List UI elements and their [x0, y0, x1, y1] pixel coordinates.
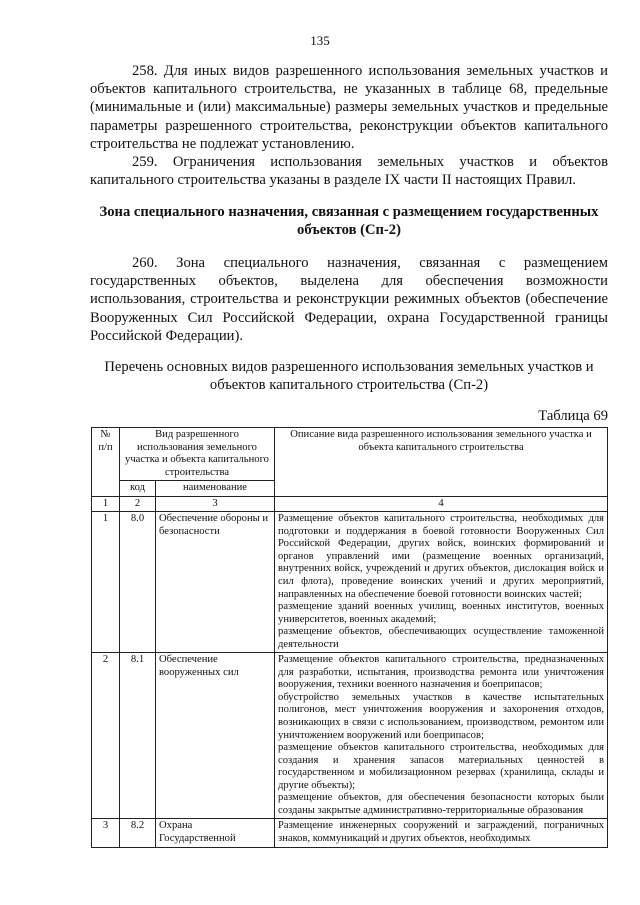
- column-number: 4: [275, 496, 608, 512]
- description-line: размещение объектов капитального строительства, необходимых для создания и хранения запасов материальных ценностей в государственном и мобилизационном резервах (хранилища, склады и другие объекты);: [278, 742, 604, 791]
- row-description: [275, 819, 608, 847]
- intro-text: [90, 62, 608, 189]
- row-description: [275, 512, 608, 653]
- description-line: размещение зданий военных училищ, военных институтов, военных университетов, военных академий;: [278, 601, 604, 625]
- description-line: размещение объектов, обеспечивающих осуществление таможенной деятельности: [278, 626, 604, 650]
- header-desc: Описание вида разрешенного использования земельного участка и объекта капитального строительства: [275, 428, 608, 497]
- description-line: обустройство земельных участков в качестве испытательных полигонов, мест уничтожения вооружения и захоронения отходов, возникающих в связи с использованием, производством, ремонтом или уничтожением вооружений или боеприпасов;: [278, 691, 604, 741]
- zone-description: [90, 254, 608, 345]
- table-row: [92, 653, 608, 819]
- paragraph-258: 258. Для иных видов разрешенного использования земельных участков и объектов капитального строительства, не указанных в таблице 68, предельные (минимальные и (или) максимальные) размеры земельных участков и предельные параметры разрешенного строительства, реконструкции объектов капитального строительства не подлежат установлению.: [90, 63, 608, 152]
- table-caption: Таблица 69: [538, 408, 608, 424]
- header-name: наименование: [156, 481, 275, 497]
- description-line: Размещение инженерных сооружений и заграждений, пограничных знаков, коммуникаций и других объектов, необходимых: [278, 820, 604, 844]
- land-use-table: [91, 427, 608, 848]
- row-name: Охрана Государственной: [156, 819, 275, 847]
- description-line: Размещение объектов капитального строительства, предназначенных для разработки, испытания, производства ремонта или уничтожения вооружения, техники военного назначения и боеприпасов;: [278, 654, 604, 691]
- paragraph-260: 260. Зона специального назначения, связанная с размещением государственных объектов, выделена для обеспечения возможности использования, строительства и реконструкции режимных объектов (обеспечение Вооруженных Сил Российской Федерации, охрана Государственной границы Российской Федерации).: [90, 255, 608, 344]
- header-kind: Вид разрешенного использования земельного участка и объекта капитального строительства: [120, 428, 275, 481]
- column-number: 2: [120, 496, 156, 512]
- column-number: 1: [92, 496, 120, 512]
- row-num: 3: [92, 819, 120, 847]
- header-num: № п/п: [92, 428, 120, 497]
- row-description: [275, 653, 608, 819]
- table-row: [92, 819, 608, 847]
- column-number-row: [92, 496, 608, 512]
- page-number: 135: [310, 33, 330, 48]
- row-num: 1: [92, 512, 120, 653]
- row-code: 8.1: [120, 653, 156, 819]
- description-line: Размещение объектов капитального строительства, необходимых для подготовки и поддержания в боевой готовности Вооруженных Сил Российской Федерации, других войск, воинских формирований и органов управлений ими (размещение военных организаций, внутренних войск, учреждений и других объектов, дислокация войск и сил флота), проведение воинских учений и других мероприятий, направленных на обеспечение боевой готовности воинских частей;: [278, 513, 604, 600]
- zone-heading: Зона специального назначения, связанная с размещением государственных объектов (Сп-2): [99, 204, 599, 238]
- row-code: 8.0: [120, 512, 156, 653]
- list-heading: Перечень основных видов разрешенного использования земельных участков и объектов капитального строительства (Сп-2): [104, 359, 594, 394]
- description-line: размещение объектов, для обеспечения безопасности которых были созданы закрытые административно-территориальные образования: [278, 792, 604, 816]
- row-code: 8.2: [120, 819, 156, 847]
- column-number: 3: [156, 496, 275, 512]
- paragraph-259: 259. Ограничения использования земельных участков и объектов капитального строительства указаны в разделе IX части II настоящих Правил.: [90, 154, 608, 189]
- header-code: код: [120, 481, 156, 497]
- table-header-row: [92, 428, 608, 481]
- row-name: Обеспечение вооруженных сил: [156, 653, 275, 819]
- row-name: Обеспечение обороны и безопасности: [156, 512, 275, 653]
- table-row: [92, 512, 608, 653]
- row-num: 2: [92, 653, 120, 819]
